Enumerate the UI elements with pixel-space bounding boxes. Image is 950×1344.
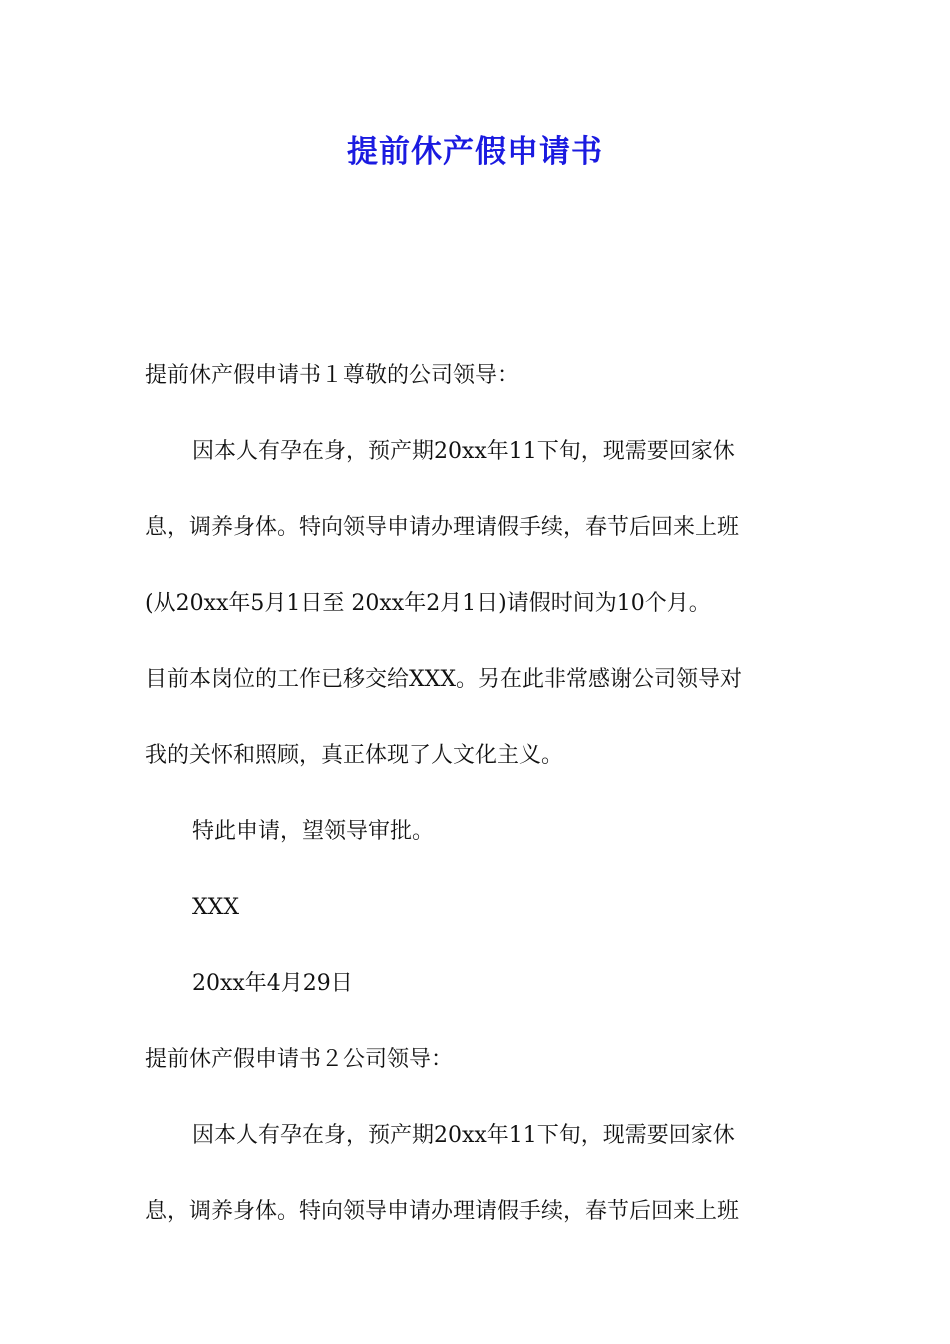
letter-2-heading: 提前休产假申请书２公司领导： <box>145 1047 454 1072</box>
letter-1-signature: XXX <box>192 895 239 920</box>
document-title: 提前休产假申请书 <box>347 134 603 170</box>
letter-1-paragraph-line: 目前本岗位的工作已移交给XXX。另在此非常感谢公司领导对 <box>145 667 742 692</box>
letter-1-paragraph-line: 因本人有孕在身，预产期20xx年11下旬，现需要回家休 <box>192 439 735 464</box>
letter-1-paragraph-line: 息，调养身体。特向领导申请办理请假手续，春节后回来上班 <box>145 515 740 540</box>
letter-1-closing: 特此申请，望领导审批。 <box>192 819 435 844</box>
letter-1-heading: 提前休产假申请书１尊敬的公司领导： <box>145 363 520 388</box>
letter-1-paragraph-line: 我的关怀和照顾，真正体现了人文化主义。 <box>145 743 564 768</box>
letter-1-paragraph-line: (从20xx年5月1日至 20xx年2月1日)请假时间为10个月。 <box>145 591 711 616</box>
letter-2-paragraph-line: 息，调养身体。特向领导申请办理请假手续，春节后回来上班 <box>145 1199 740 1224</box>
letter-2-paragraph-line: 因本人有孕在身，预产期20xx年11下旬，现需要回家休 <box>192 1123 735 1148</box>
letter-1-date: 20xx年4月29日 <box>192 971 353 996</box>
document-body <box>145 338 809 1250</box>
